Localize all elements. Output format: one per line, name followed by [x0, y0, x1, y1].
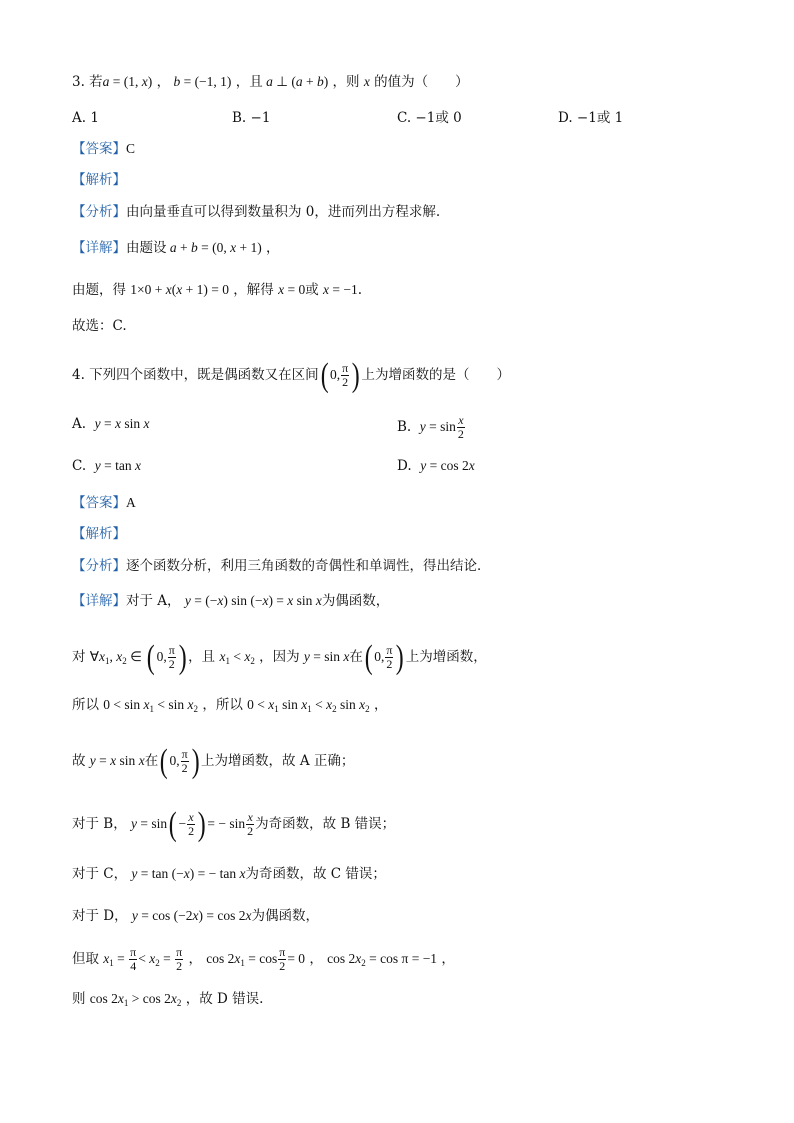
q4-stem: 4. 下列四个函数中，既是偶函数又在区间( 0, $\frac{\pi}{2}$ ) 上为增函数的是（ ）	[72, 356, 511, 394]
q4-jiexi	[72, 524, 126, 544]
q4-xiangjie-5: 对于 B， y = sin( − $\frac{x}{2}$ ) = − sin $\frac{x}{2}$ 为奇函数，故 B 错误；	[72, 805, 396, 843]
q4-answer-value: A	[126, 495, 136, 510]
q4-option-b: B. y = sin $\frac{x}{2}$	[397, 413, 464, 441]
answer-tag: 【答案】	[72, 495, 126, 511]
q3-option-a: A. 1	[72, 110, 99, 126]
q3-line2: 由题，得 1×0 + x(x + 1) = 0 ，解得 x = 0或 x = −1.	[72, 282, 363, 298]
q3-xiangjie: 【详解】由题设 a + b = (0, x + 1) ，	[72, 240, 280, 256]
q3-option-d: D. −1或 1	[558, 110, 624, 126]
xiangjie-tag: 【详解】	[72, 593, 126, 609]
answer-tag: 【答案】	[72, 141, 126, 157]
q4-fenxi-text: 逐个函数分析，利用三角函数的奇偶性和单调性，得出结论．	[126, 558, 491, 574]
q4-xiangjie-7: 对于 D， y = cos (−2x) = cos 2x为偶函数，	[72, 908, 319, 924]
q3-option-b: B. −1	[232, 110, 271, 126]
xiangjie-tag: 【详解】	[72, 240, 126, 256]
q4-xiangjie-4: 故 y = x sin x在( 0, $\frac{\pi}{2}$ ) 上为增函数，故 A 正确；	[72, 742, 355, 780]
q3-line3: 故选：C.	[72, 318, 127, 334]
q4-xiangjie-8: 但取 $x_1$ = $\frac{\pi}{4}$ < $x_2$ = $\frac{\pi}{2}$ ， $\cos 2x_1 = \cos$ $\frac{\pi}{2}$ = 0 ， $\cos 2x_2 = \cos \pi = -1$ ，	[72, 945, 455, 973]
q4-xiangjie-3: 所以 $0 < \sin x_1 < \sin x_2$ ，所以 $0 < x_1$ $\sin x_1 < x_2$ $\sin x_2$ ，	[72, 697, 388, 714]
q4-option-d: D. y = cos 2x	[397, 458, 475, 474]
jiexi-tag: 【解析】	[72, 172, 126, 188]
jiexi-tag: 【解析】	[72, 526, 126, 542]
q3-stem: 3. 若a = (1, x) ， b = (−1, 1) ，且 a ⊥ (a + b) ，则 x 的值为（ ）	[72, 74, 469, 90]
q3-fenxi-text: 由向量垂直可以得到数量积为 0，进而列出方程求解.	[126, 204, 441, 220]
q4-xiangjie-6: 对于 C， y = tan (−x) = − tan x为奇函数，故 C 错误；	[72, 866, 386, 882]
q4-option-c: C. y = tan x	[72, 458, 141, 474]
q4-fenxi	[72, 556, 491, 576]
fenxi-tag: 【分析】	[72, 204, 126, 220]
q4-xiangjie-1: 【详解】对于 A， y = (−x) sin (−x) = x sin x为偶函数，	[72, 593, 390, 609]
q4-xiangjie-9: 则 $\cos 2x_1 > \cos 2x_2$ ，故 D 错误.	[72, 991, 264, 1008]
fenxi-tag: 【分析】	[72, 558, 126, 574]
q3-option-c: C. −1或 0	[397, 110, 462, 126]
q4-xiangjie-2: 对 $\forall x_1$, $x_2$ ∈ ( 0, $\frac{\pi}{2}$ ) ，且 $x_1 < x_2$ ，因为 y = sin x在( 0, $\frac{\pi}{2}$ ) 上为增函数，	[72, 638, 487, 676]
q3-stem-prefix: 3. 若	[72, 74, 103, 90]
q4-answer	[72, 493, 136, 513]
q4-option-a: A. y = x sin x	[72, 416, 150, 432]
q3-answer	[72, 139, 135, 159]
q3-answer-value: C	[126, 141, 136, 156]
q3-jiexi	[72, 170, 126, 190]
q3-fenxi	[72, 202, 440, 222]
